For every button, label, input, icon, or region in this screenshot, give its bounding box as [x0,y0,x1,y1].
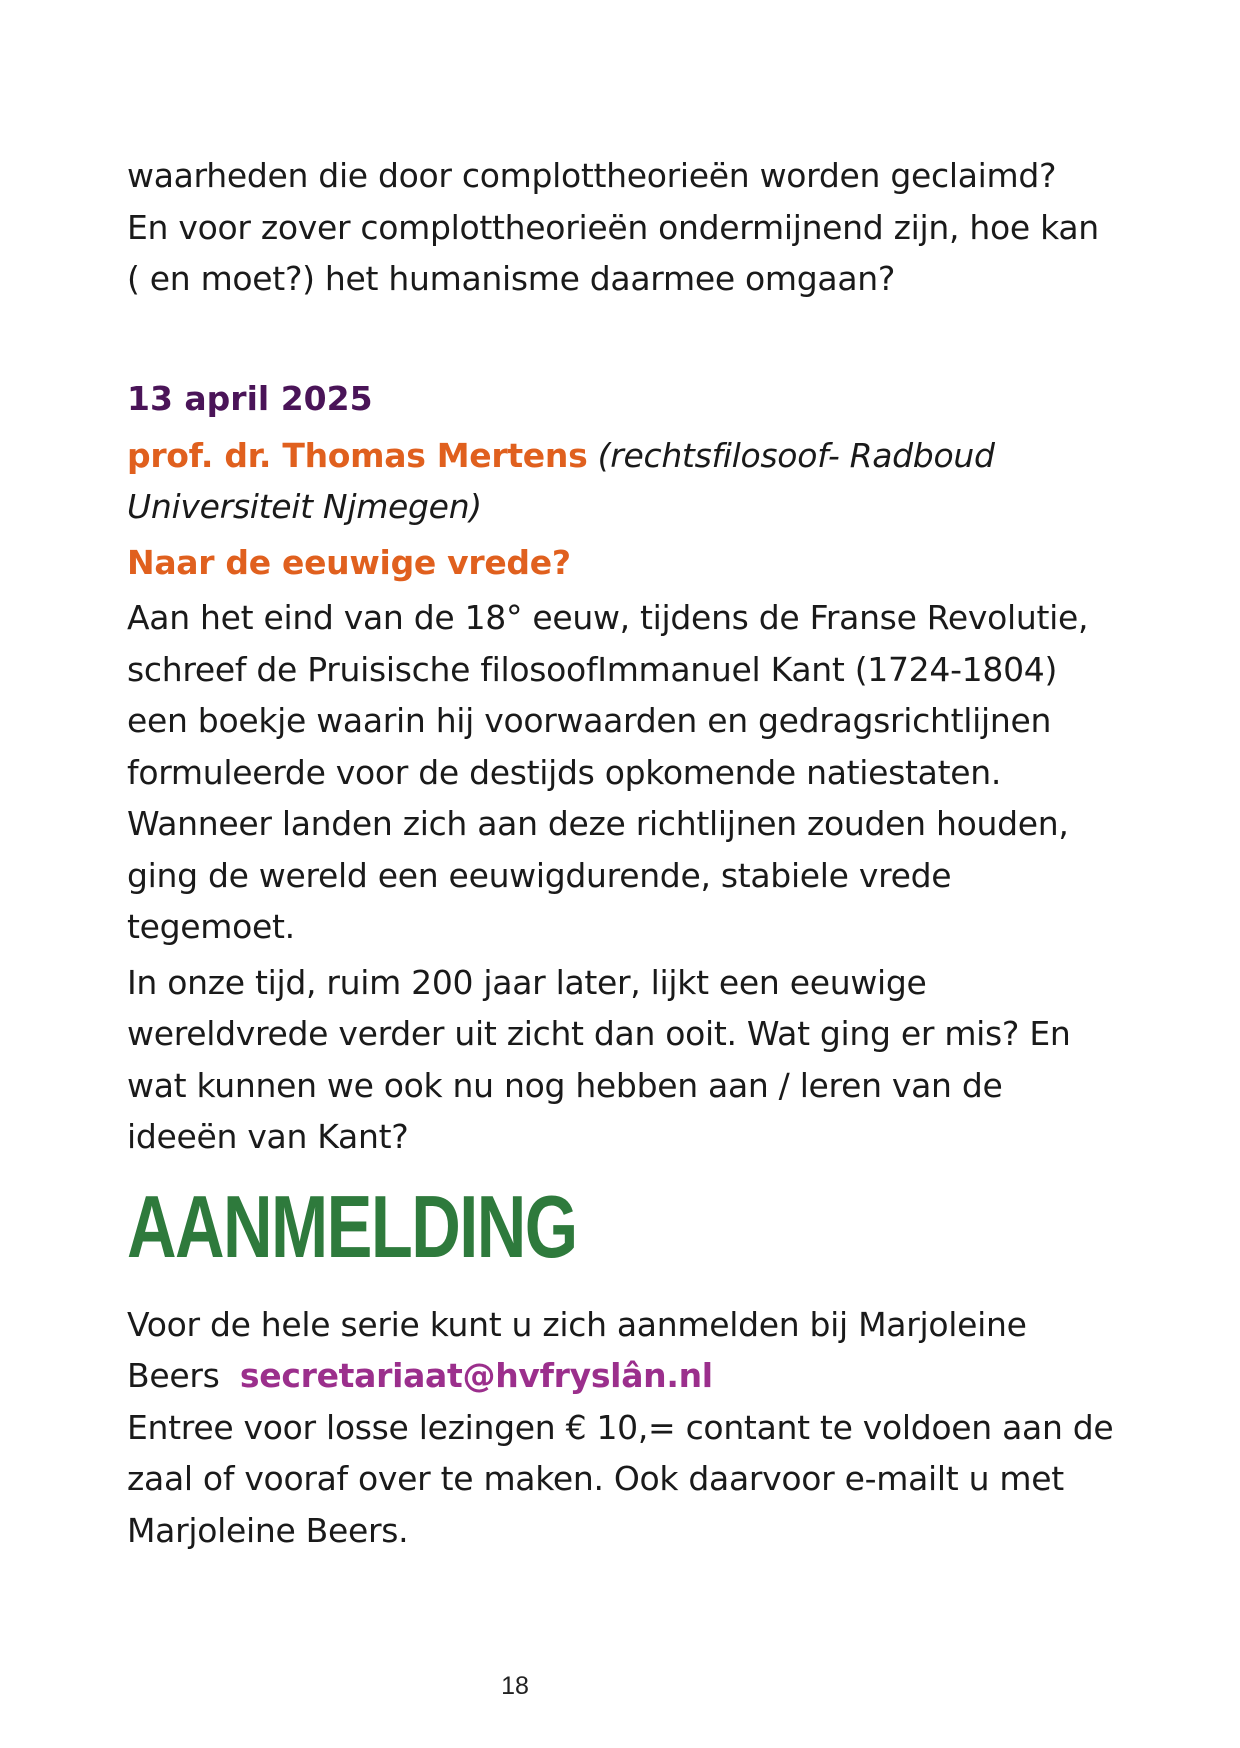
description-line: ging de wereld een eeuwigdurende, stabiele vrede [127,855,952,895]
question-line: ideeën van Kant? [127,1117,409,1156]
intro-line: waarheden die door complottheorieën worden geclaimd? [127,156,1057,195]
registration-heading: AANMELDING [127,1176,577,1276]
speaker-name: prof. dr. Thomas Mertens [127,435,588,475]
description-line: schreef de Pruisische filosoofImmanuel Kant (1724-1804) [127,649,1058,689]
intro-line: En voor zover complottheorieën ondermijnend zijn, hoe kan [127,207,1099,247]
question-line: In onze tijd, ruim 200 jaar later, lijkt een eeuwige [127,962,927,1002]
page-content [127,150,1137,1556]
lecture-description-paragraph [127,592,1137,953]
registration-line-prefix: Beers [127,1356,220,1395]
lecture-question-paragraph [127,957,1137,1163]
lecture-date: 13 april 2025 [127,378,373,418]
entry-line: Marjoleine Beers. [127,1510,409,1550]
intro-line: ( en moet?) het humanisme daarmee omgaan? [127,259,896,298]
description-line: tegemoet. [127,907,295,946]
intro-paragraph [127,150,1137,305]
entry-line: zaal of vooraf over te maken. Ook daarvoor e-mailt u met [127,1459,1064,1498]
page-number: 18 [501,1672,529,1700]
question-line: wat kunnen we ook nu nog hebben aan / leren van de [127,1065,1003,1105]
question-line: wereldvrede verder uit zicht dan ooit. Wat ging er mis? En [127,1014,1071,1053]
description-line: een boekje waarin hij voorwaarden en gedragsrichtlijnen [127,701,1052,740]
registration-paragraph [127,1299,1137,1557]
entry-line: Entree voor losse lezingen € 10,= contant te voldoen aan de [127,1407,1114,1447]
email-link[interactable]: secretariaat@hvfryslân.nl [239,1356,713,1395]
description-line: Wanneer landen zich aan deze richtlijnen zouden houden, [127,804,1069,843]
description-line: formuleerde voor de destijds opkomende natiestaten. [127,752,1002,792]
speaker-role-continued: Universiteit Njmegen) [127,487,482,526]
description-line: Aan het eind van de 18° eeuw, tijdens de Franse Revolutie, [127,598,1089,637]
lecture-speaker [127,430,1137,533]
speaker-role: (rechtsfilosoof- Radboud [597,435,995,475]
registration-line: Voor de hele serie kunt u zich aanmelden bij Marjoleine [127,1304,1027,1344]
lecture-title: Naar de eeuwige vrede? [127,542,571,582]
